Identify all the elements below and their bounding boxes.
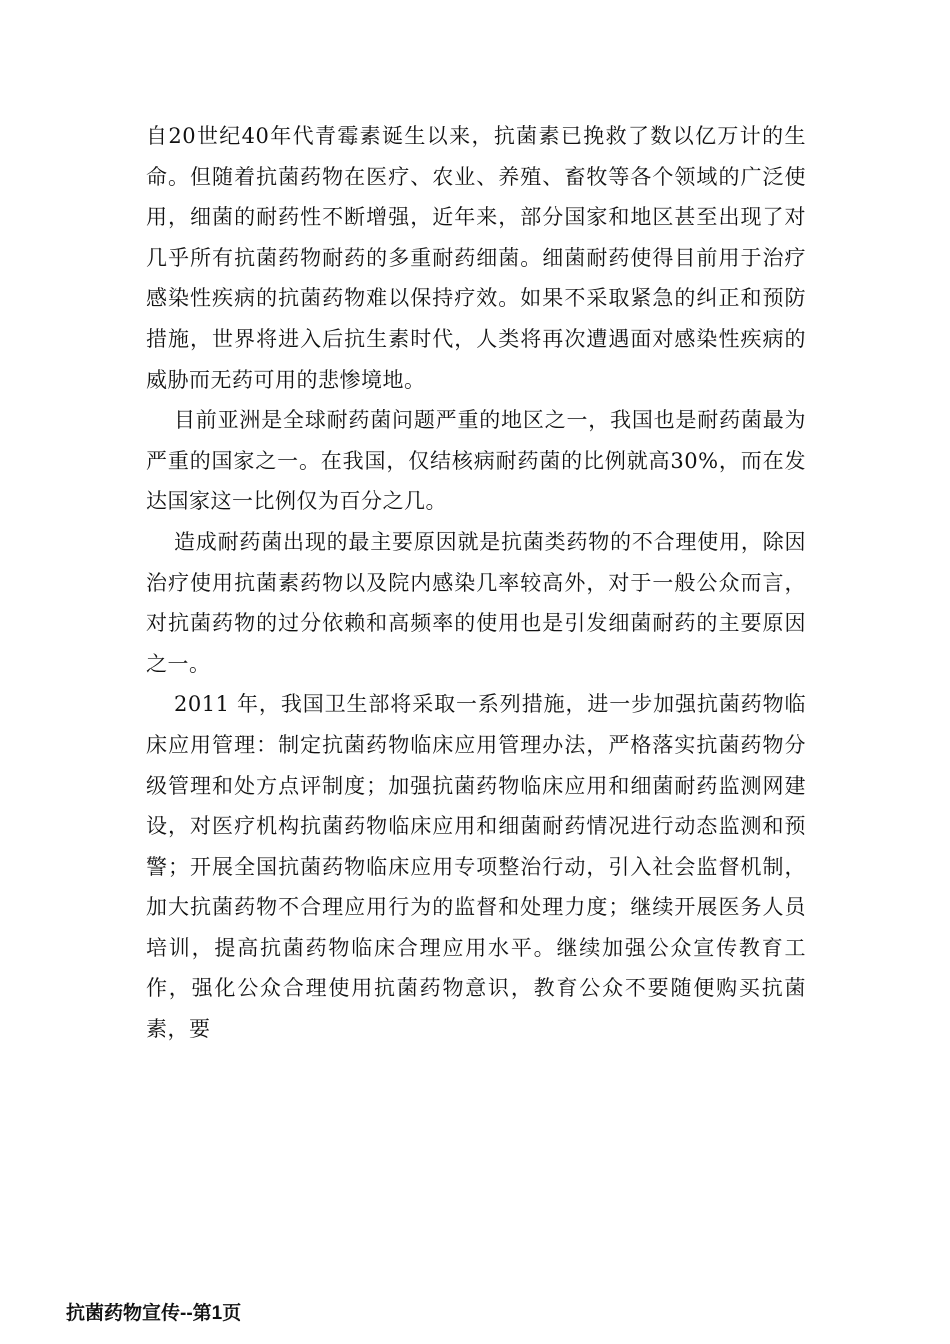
paragraph: 2011 年，我国卫生部将采取一系列措施，进一步加强抗菌药物临床应用管理：制定抗菌药物临床应用管理办法，严格落实抗菌药物分级管理和处方点评制度；加强抗菌药物临床应用和细菌耐药监测网建设，对医疗机构抗菌药物临床应用和细菌耐药情况进行动态监测和预警；开展全国抗菌药物临床应用专项整治行动，引入社会监督机制，加大抗菌药物不合理应用行为的监督和处理力度；继续开展医务人员培训，提高抗菌药物临床合理应用水平。继续加强公众宣传教育工作，强化公众合理使用抗菌药物意识，教育公众不要随便购买抗菌素，要 [146,692,806,1042]
paragraph: 自20世纪40年代青霉素诞生以来，抗菌素已挽救了数以亿万计的生命。但随着抗菌药物在医疗、农业、养殖、畜牧等各个领域的广泛使用，细菌的耐药性不断增强，近年来，部分国家和地区甚至出现了对几乎所有抗菌药物耐药的多重耐药细菌。细菌耐药使得目前用于治疗感染性疾病的抗菌药物难以保持疗效。如果不采取紧急的纠正和预防措施，世界将进入后抗生素时代，人类将再次遭遇面对感染性疾病的威胁而无药可用的悲惨境地。 [146,124,806,392]
body-text [146,116,806,1050]
paragraph: 目前亚洲是全球耐药菌问题严重的地区之一，我国也是耐药菌最为严重的国家之一。在我国，仅结核病耐药菌的比例就高30%，而在发达国家这一比例仅为百分之几。 [146,408,806,514]
page-footer: 抗菌药物宣传--第1页 [66,1303,242,1324]
paragraph: 造成耐药菌出现的最主要原因就是抗菌类药物的不合理使用，除因治疗使用抗菌素药物以及院内感染几率较高外，对于一般公众而言，对抗菌药物的过分依赖和高频率的使用也是引发细菌耐药的主要原因之一。 [146,529,806,676]
